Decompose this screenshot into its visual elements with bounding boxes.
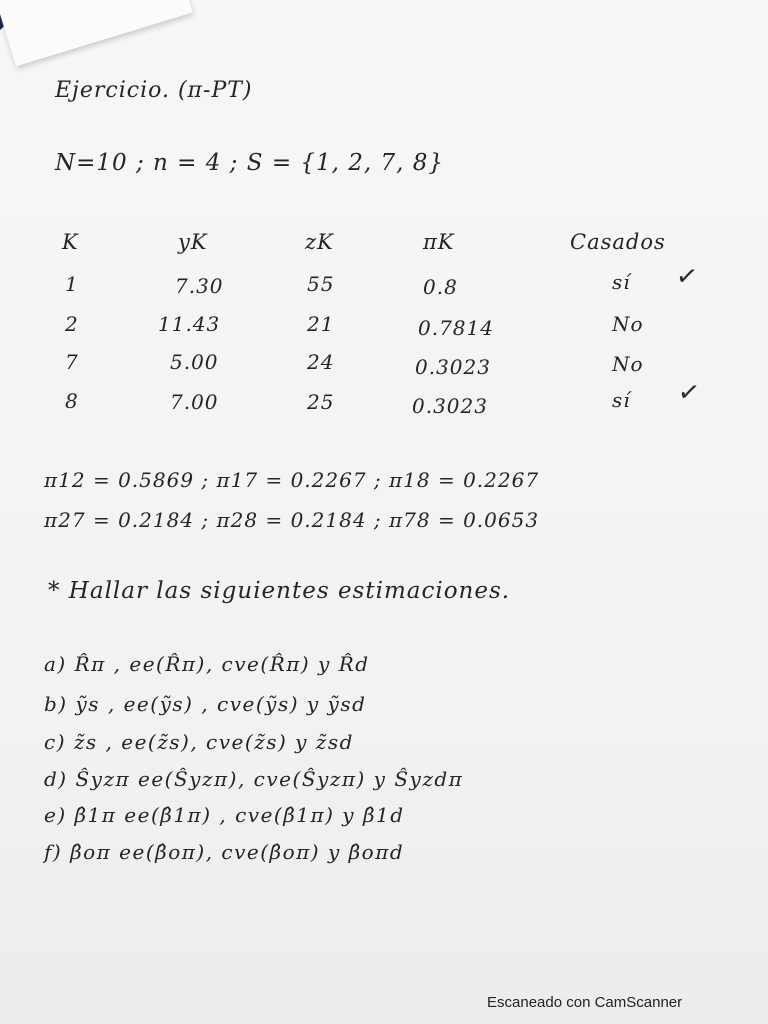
row-1-z: 55	[307, 272, 335, 296]
item-c: c) z̃s , ee(z̃s), cve(z̃s) y z̃sd	[44, 730, 354, 754]
row-4-k: 8	[65, 389, 79, 413]
given-values: N=10 ; n = 4 ; S = {1, 2, 7, 8}	[55, 150, 445, 176]
row-2-k: 2	[65, 312, 79, 336]
row-3-y: 5.00	[170, 350, 219, 374]
item-d: d) Ŝyzπ ee(Ŝyzπ), cve(Ŝyzπ) y Ŝyzdπ	[44, 767, 464, 791]
row-4-pi: 0.3023	[412, 394, 488, 418]
row-4-casado: sí	[612, 388, 631, 412]
row-4-y: 7.00	[170, 390, 219, 414]
joint-probabilities-line-2: π27 = 0.2184 ; π28 = 0.2184 ; π78 = 0.0653	[44, 508, 540, 532]
header-k: K	[62, 230, 79, 254]
header-z: zK	[305, 230, 334, 254]
instruction: * Hallar las siguientes estimaciones.	[48, 578, 511, 604]
item-b: b) ỹs , ee(ỹs) , cve(ỹs) y ỹsd	[44, 692, 367, 716]
header-casados: Casados	[570, 230, 666, 254]
row-2-casado: No	[612, 312, 644, 336]
joint-probabilities-line-1: π12 = 0.5869 ; π17 = 0.2267 ; π18 = 0.2267	[44, 468, 540, 492]
item-e: e) β̂1π ee(β̂1π) , cve(β̂1π) y β̂1d	[44, 803, 405, 827]
check-icon: ✓	[676, 376, 703, 410]
row-2-z: 21	[307, 312, 335, 336]
row-1-y: 7.30	[175, 274, 224, 298]
header-y: yK	[178, 230, 208, 254]
row-1-pi: 0.8	[423, 275, 458, 299]
row-3-pi: 0.3023	[415, 355, 491, 379]
row-4-z: 25	[307, 390, 335, 414]
row-1-casado: sí	[612, 270, 631, 294]
scanner-watermark: Escaneado con CamScanner	[487, 994, 683, 1011]
row-2-pi: 0.7814	[418, 316, 494, 340]
item-a: a) R̂π , ee(R̂π), cve(R̂π) y R̂d	[44, 652, 370, 676]
item-f: f) β̂oπ ee(β̂oπ), cve(β̂oπ) y β̂oπd	[44, 840, 405, 864]
exercise-title: Ejercicio. (π-PT)	[55, 78, 253, 103]
row-2-y: 11.43	[158, 312, 221, 336]
row-3-z: 24	[307, 350, 335, 374]
header-pi: πK	[423, 230, 455, 254]
row-3-casado: No	[612, 352, 644, 376]
check-icon: ✓	[674, 260, 701, 294]
row-1-k: 1	[65, 272, 79, 296]
row-3-k: 7	[65, 350, 79, 374]
